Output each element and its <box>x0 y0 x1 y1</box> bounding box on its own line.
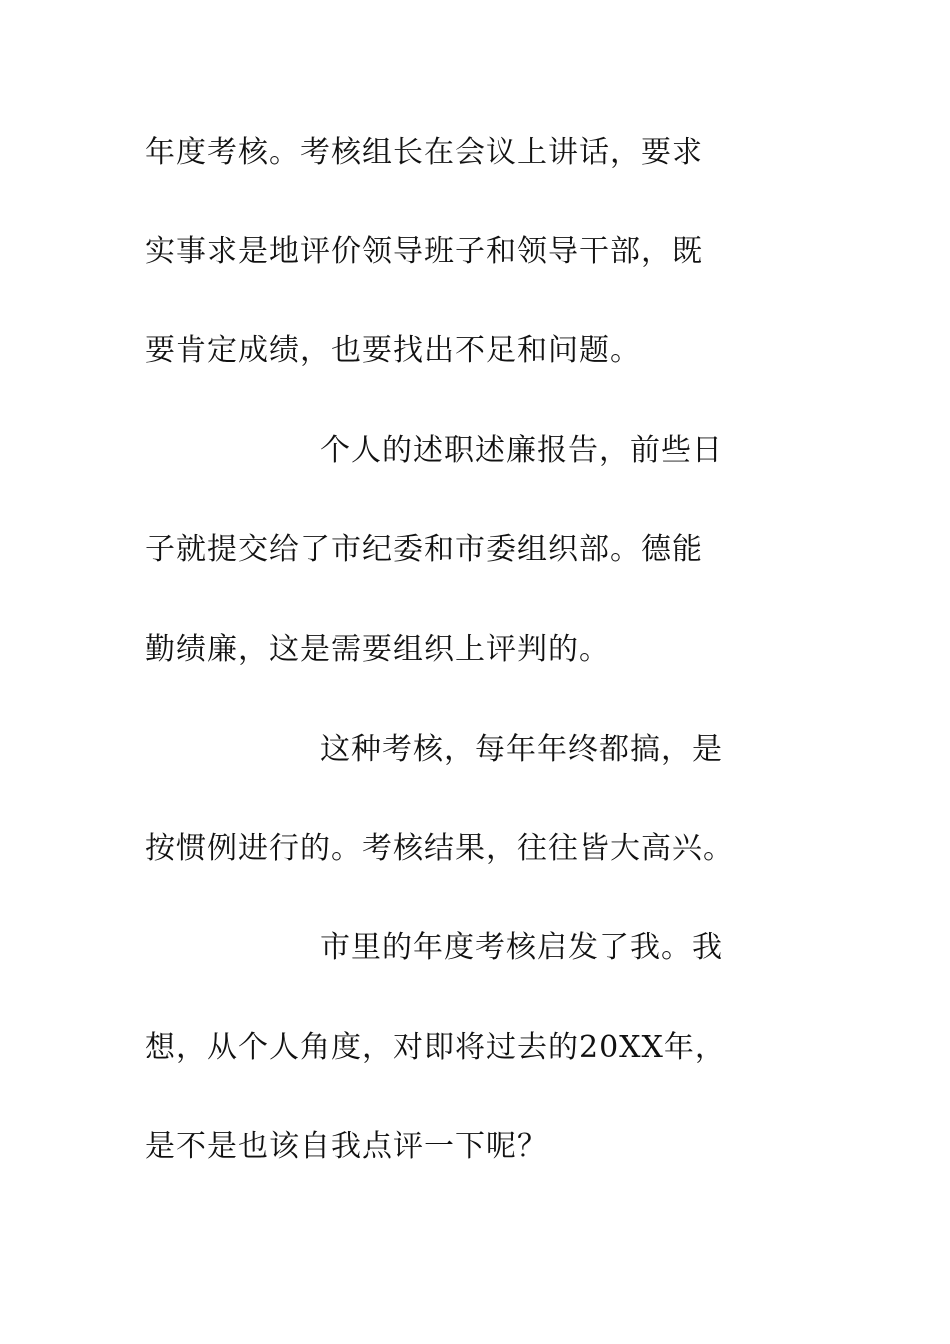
paragraph-line: 按惯例进行的。考核结果，往往皆大高兴。 <box>145 831 734 866</box>
paragraph-line: 年度考核。考核组长在会议上讲话，要求 <box>145 135 703 170</box>
paragraph-line: 这种考核，每年年终都搞，是 <box>320 732 723 767</box>
paragraph-line: 要肯定成绩，也要找出不足和问题。 <box>145 333 641 368</box>
paragraph-line: 勤绩廉，这是需要组织上评判的。 <box>145 632 610 667</box>
paragraph-line: 是不是也该自我点评一下呢？ <box>145 1129 548 1164</box>
paragraph-line: 实事求是地评价领导班子和领导干部，既 <box>145 234 703 269</box>
paragraph-line: 个人的述职述廉报告，前些日 <box>320 433 723 468</box>
paragraph-line: 子就提交给了市纪委和市委组织部。德能 <box>145 532 703 567</box>
paragraph-line: 市里的年度考核启发了我。我 <box>320 930 723 965</box>
paragraph-line: 想，从个人角度，对即将过去的20XX年， <box>145 1030 726 1065</box>
